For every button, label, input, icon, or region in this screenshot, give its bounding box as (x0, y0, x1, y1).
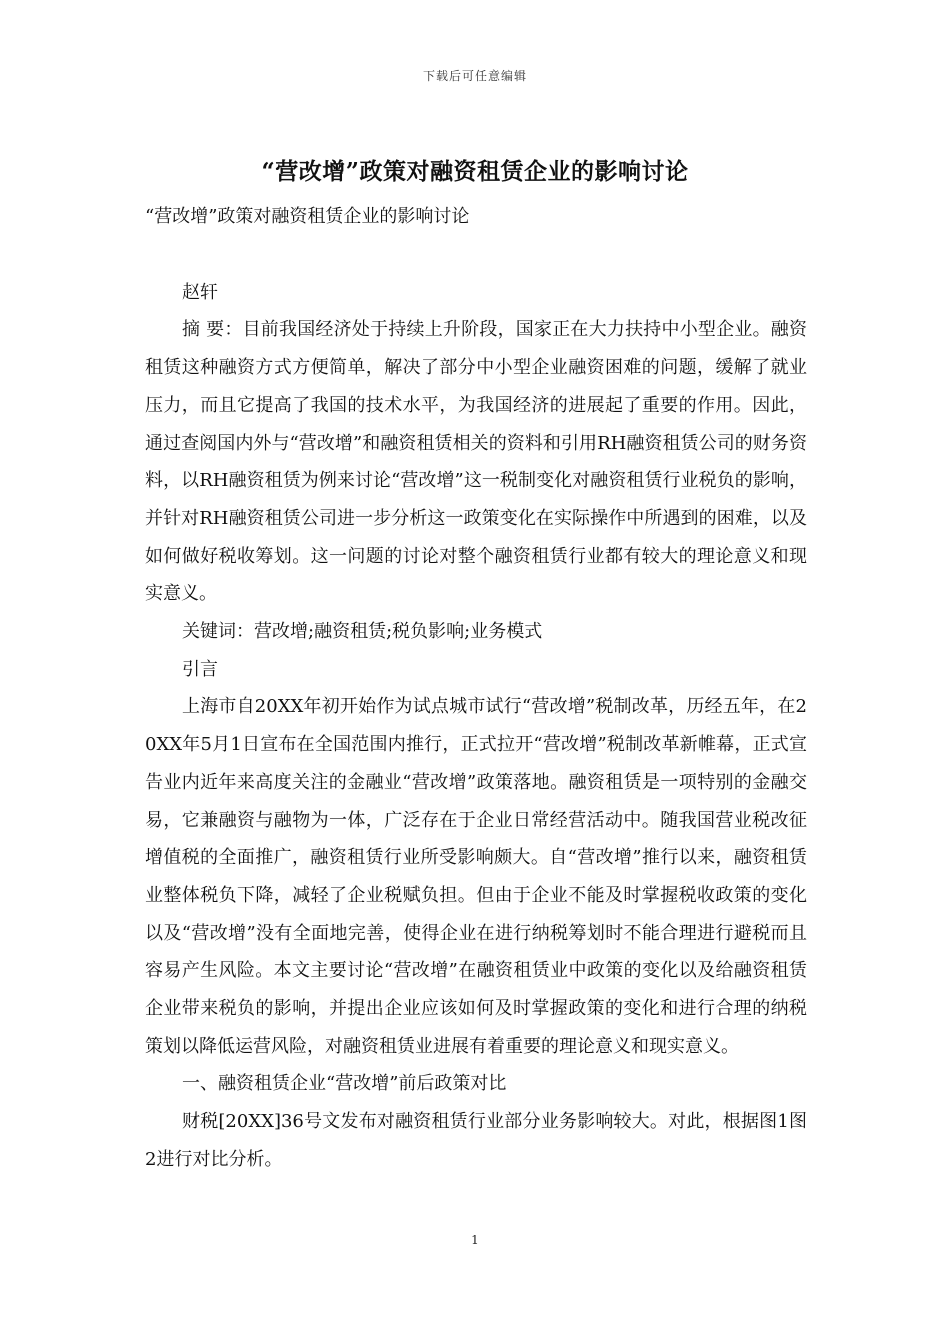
intro-heading: 引言 (182, 658, 218, 680)
section-paragraph: 财税[20XX]36号文发布对融资租赁行业部分业务影响较大。对此，根据图1图2进行对比分析。 (145, 1111, 807, 1170)
keywords-line: 关键词：营改增;融资租赁;税负影响;业务模式 (182, 621, 543, 643)
abstract-paragraph: 摘 要：目前我国经济处于持续上升阶段，国家正在大力扶持中小型企业。融资租赁这种融资方式方便简单，解决了部分中小型企业融资困难的问题，缓解了就业压力，而且它提高了我国的技术水平，为我国经济的进展起了重要的作用。因此，通过查阅国内外与“营改增”和融资租赁相关的资料和引用RH融资租赁公司的财务资料，以RH融资租赁为例来讨论“营改增”这一税制变化对融资租赁行业税负的影响，并针对RH融资租赁公司进一步分析这一政策变化在实际操作中所遇到的困难，以及如何做好税收筹划。这一问题的讨论对整个融资租赁行业都有较大的理论意义和现实意义。 (145, 319, 807, 605)
blank-line (145, 236, 807, 274)
header-note: 下载后可任意编辑 (422, 69, 527, 83)
document-subtitle: “营改增”政策对融资租赁企业的影响讨论 (145, 206, 470, 227)
intro-paragraph: 上海市自20XX年初开始作为试点城市试行“营改增”税制改革，历经五年，在20XX年5月1日宣布在全国范围内推行，正式拉开“营改增”税制改革新帷幕，正式宣告业内近年来高度关注的金融业“营改增”政策落地。融资租赁是一项特别的金融交易，它兼融资与融物为一体，广泛存在于企业日常经营活动中。随我国营业税改征增值税的全面推广，融资租赁行业所受影响颇大。自“营改增”推行以来，融资租赁业整体税负下降，减轻了企业税赋负担。但由于企业不能及时掌握税收政策的变化以及“营改增”没有全面地完善，使得企业在进行纳税筹划时不能合理进行避税而且容易产生风险。本文主要讨论“营改增”在融资租赁业中政策的变化以及给融资租赁企业带来税负的影响，并提出企业应该如何及时掌握政策的变化和进行合理的纳税策划以降低运营风险，对融资租赁业进展有着重要的理论意义和现实意义。 (145, 696, 807, 1057)
section-heading: 一、融资租赁企业“营改增”前后政策对比 (182, 1073, 507, 1095)
page-number: 1 (471, 1233, 479, 1247)
document-title: “营改增”政策对融资租赁企业的影响讨论 (261, 158, 689, 185)
document-body (145, 198, 807, 1179)
author-name: 赵轩 (182, 281, 218, 303)
